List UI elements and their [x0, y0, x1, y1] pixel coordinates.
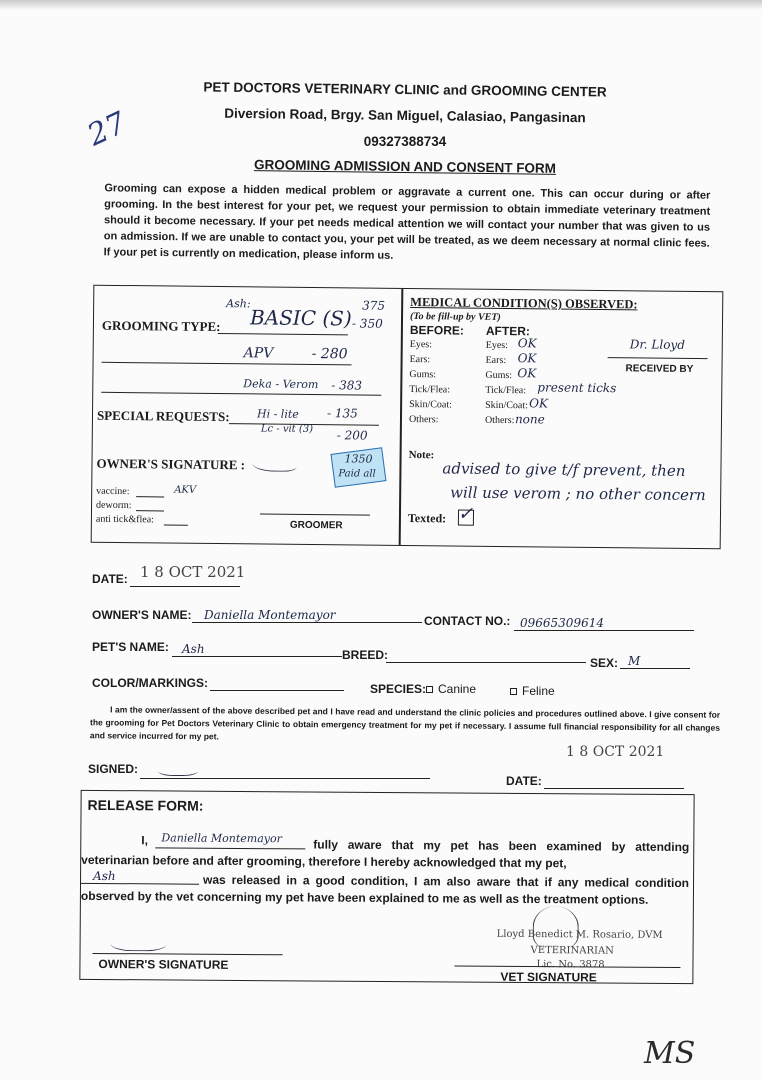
signed-label: SIGNED:	[88, 762, 139, 776]
owner-signature-label: OWNER'S SIGNATURE :	[96, 455, 246, 473]
after-gums-value: OK	[517, 366, 537, 381]
special-2-price: - 200	[336, 428, 368, 443]
contact-label: CONTACT NO.:	[424, 614, 511, 628]
texted-checkmark: ✓	[457, 503, 474, 525]
grooming-line-3	[101, 392, 381, 396]
before-label: BEFORE:	[409, 323, 464, 338]
consent-paragraph: I am the owner/assent of the above described pet and I have read and understand the clinic policies and procedures outlined above. I give consent for the grooming for Pet Doctors Veterinary Clinic to obtain emergency treatment for my pet if necessary. I assume full financial responsibility for all changes and service incurred for my pet.	[89, 704, 721, 742]
top-shadow	[0, 0, 762, 10]
medical-title: MEDICAL CONDITION(S) OBSERVED:	[410, 295, 638, 312]
date-value: 1 8 OCT 2021	[140, 563, 246, 581]
date-label: DATE:	[92, 572, 128, 586]
breed-label: BREED:	[342, 648, 389, 662]
vet-signature-label: VET SIGNATURE	[500, 969, 597, 985]
before-others: Others:	[408, 414, 439, 426]
after-tick: Tick/Flea:	[485, 384, 527, 397]
margin-mark-top-left: 27	[82, 105, 132, 154]
vaccine-label: vaccine:	[96, 485, 130, 498]
sex-label: SEX:	[590, 656, 619, 670]
release-pet-name: Ash	[93, 868, 116, 884]
note-label: Note:	[408, 449, 435, 462]
grooming-line-2-value: APV	[243, 345, 274, 362]
canine-checkbox[interactable]	[426, 686, 433, 693]
special-2: Lc - vit (3)	[260, 423, 314, 436]
antitick-label: anti tick&flea:	[95, 513, 155, 526]
grooming-type-value: BASIC (S)	[249, 305, 352, 331]
vet-stamp-lic: Lic. No. 3878	[536, 959, 605, 971]
canine-label: Canine	[438, 682, 477, 696]
after-gums: Gums:	[485, 369, 513, 382]
grooming-line-2-price: - 280	[311, 345, 348, 363]
received-by-line	[608, 357, 708, 359]
clinic-address: Diversion Road, Brgy. San Miguel, Calasiao, Pangasinan	[224, 105, 586, 126]
after-tick-value: present ticks	[537, 380, 617, 396]
release-form-box	[79, 790, 694, 984]
owner-name-value: Daniella Montemayor	[204, 608, 336, 622]
special-1: Hi - lite	[256, 407, 299, 421]
color-label: COLOR/MARKINGS:	[92, 676, 208, 690]
owner-signature-release-line	[93, 953, 283, 955]
grooming-line-2	[102, 362, 352, 366]
vet-stamp-name: Lloyd Benedict M. Rosario, DVM	[496, 928, 663, 941]
sex-line	[620, 668, 690, 669]
before-ears: Ears:	[409, 354, 431, 366]
margin-mark-bottom-right: MS	[644, 1036, 696, 1071]
vaccine-line	[136, 496, 164, 497]
contact-line	[514, 630, 694, 631]
deworm-line	[136, 510, 164, 511]
date-line	[130, 586, 240, 587]
after-eyes: Eyes:	[485, 339, 509, 352]
owner-signature-scribble	[252, 455, 296, 471]
groomer-label: GROOMER	[289, 519, 343, 532]
pet-name-label: PET'S NAME:	[92, 640, 169, 654]
box-divider	[399, 289, 403, 545]
owner-signature-scribble-release	[111, 933, 167, 951]
pet-name-value: Ash	[182, 642, 205, 656]
feline-label: Feline	[522, 684, 555, 698]
grooming-type-label: GROOMING TYPE:	[101, 317, 221, 335]
note-line-2: will use verom ; no other concern	[450, 483, 706, 505]
antitick-line	[164, 524, 188, 525]
total-note: Paid all	[338, 468, 376, 480]
grooming-price-1b: - 350	[351, 316, 383, 331]
form-title: GROOMING ADMISSION AND CONSENT FORM	[253, 157, 557, 176]
breed-line	[386, 662, 586, 663]
consent-date-stamp: 1 8 OCT 2021	[566, 744, 665, 760]
release-title: RELEASE FORM:	[87, 796, 204, 814]
clinic-name: PET DOCTORS VETERINARY CLINIC and GROOMING CENTER	[203, 79, 607, 100]
before-tick: Tick/Flea:	[409, 384, 451, 396]
before-eyes: Eyes:	[409, 339, 433, 351]
after-skin: Skin/Coat:	[485, 399, 528, 412]
vet-stamp-title: VETERINARIAN	[530, 945, 615, 957]
after-skin-value: OK	[529, 396, 549, 411]
consent-date-label: DATE:	[506, 774, 542, 788]
vet-signature-scribble	[533, 906, 579, 948]
color-line	[210, 690, 344, 691]
after-ears-value: OK	[517, 351, 537, 366]
special-requests-label: SPECIAL REQUESTS:	[96, 407, 230, 425]
contact-value: 09665309614	[520, 616, 604, 630]
special-1-price: - 135	[326, 406, 358, 421]
received-by-label: RECEIVED BY	[625, 363, 694, 375]
grooming-medical-box	[91, 285, 724, 550]
owner-name-label: OWNER'S NAME:	[92, 608, 192, 622]
owner-name-line	[192, 622, 422, 623]
before-gums: Gums:	[409, 369, 437, 381]
pet-name-line	[172, 656, 342, 657]
clinic-phone: 09327388734	[363, 134, 447, 149]
medical-subtitle: (To be fill-up by VET)	[409, 311, 501, 323]
sex-value: M	[628, 654, 641, 668]
release-text-2: was released in a good condition, I am also aware that if any medical condition observed by the vet concerning my pet have been explained to me as well as the treatment options.	[80, 872, 690, 907]
note-line-1: advised to give t/f prevent, then	[442, 459, 686, 480]
after-others-value: none	[514, 412, 545, 427]
signed-scribble	[158, 764, 198, 776]
after-others: Others:	[484, 414, 515, 427]
grooming-line-3-price: - 383	[331, 378, 363, 393]
after-label: AFTER:	[485, 323, 530, 339]
total-value: 1350	[344, 452, 373, 466]
signed-line	[140, 778, 430, 779]
owner-signature-release-label: OWNER'S SIGNATURE	[98, 956, 229, 972]
release-owner-name: Daniella Montemayor	[161, 831, 282, 846]
texted-label: Texted:	[407, 511, 447, 526]
after-eyes-value: OK	[517, 336, 537, 351]
groomer-line	[260, 513, 370, 515]
before-skin: Skin/Coat:	[409, 399, 452, 411]
grooming-price-1: 375	[362, 298, 386, 313]
pet-note: Ash:	[226, 297, 251, 311]
release-text-1: fully aware that my pet has been examined by attending veterinarian before and after grooming, therefore I hereby acknowledged that my pet,	[81, 837, 690, 871]
grooming-type-line	[218, 333, 348, 335]
received-by-value: Dr. Lloyd	[629, 337, 686, 352]
feline-checkbox[interactable]	[510, 688, 517, 695]
deworm-label: deworm:	[96, 499, 132, 512]
after-ears: Ears:	[485, 354, 507, 367]
vaccine-value: AKV	[174, 484, 197, 496]
release-owner-prefix: I,	[141, 833, 149, 848]
grooming-line-3-value: Deka - Verom	[243, 377, 319, 392]
species-label: SPECIES:	[370, 682, 427, 696]
intro-paragraph: Grooming can expose a hidden medical problem or aggravate a current one. This can occur during or after grooming. In the best interest for your pet, we request your permission to obtain immediate veterinary treatment should it become necessary. If your pet needs medical attention we will contact your number that was given to us on admission. If we are unable to contact you, your pet will be treated, as we deem necessary at normal clinic fees. If your pet is currently on medication, please inform us.	[103, 182, 711, 262]
consent-date-line	[544, 788, 684, 789]
